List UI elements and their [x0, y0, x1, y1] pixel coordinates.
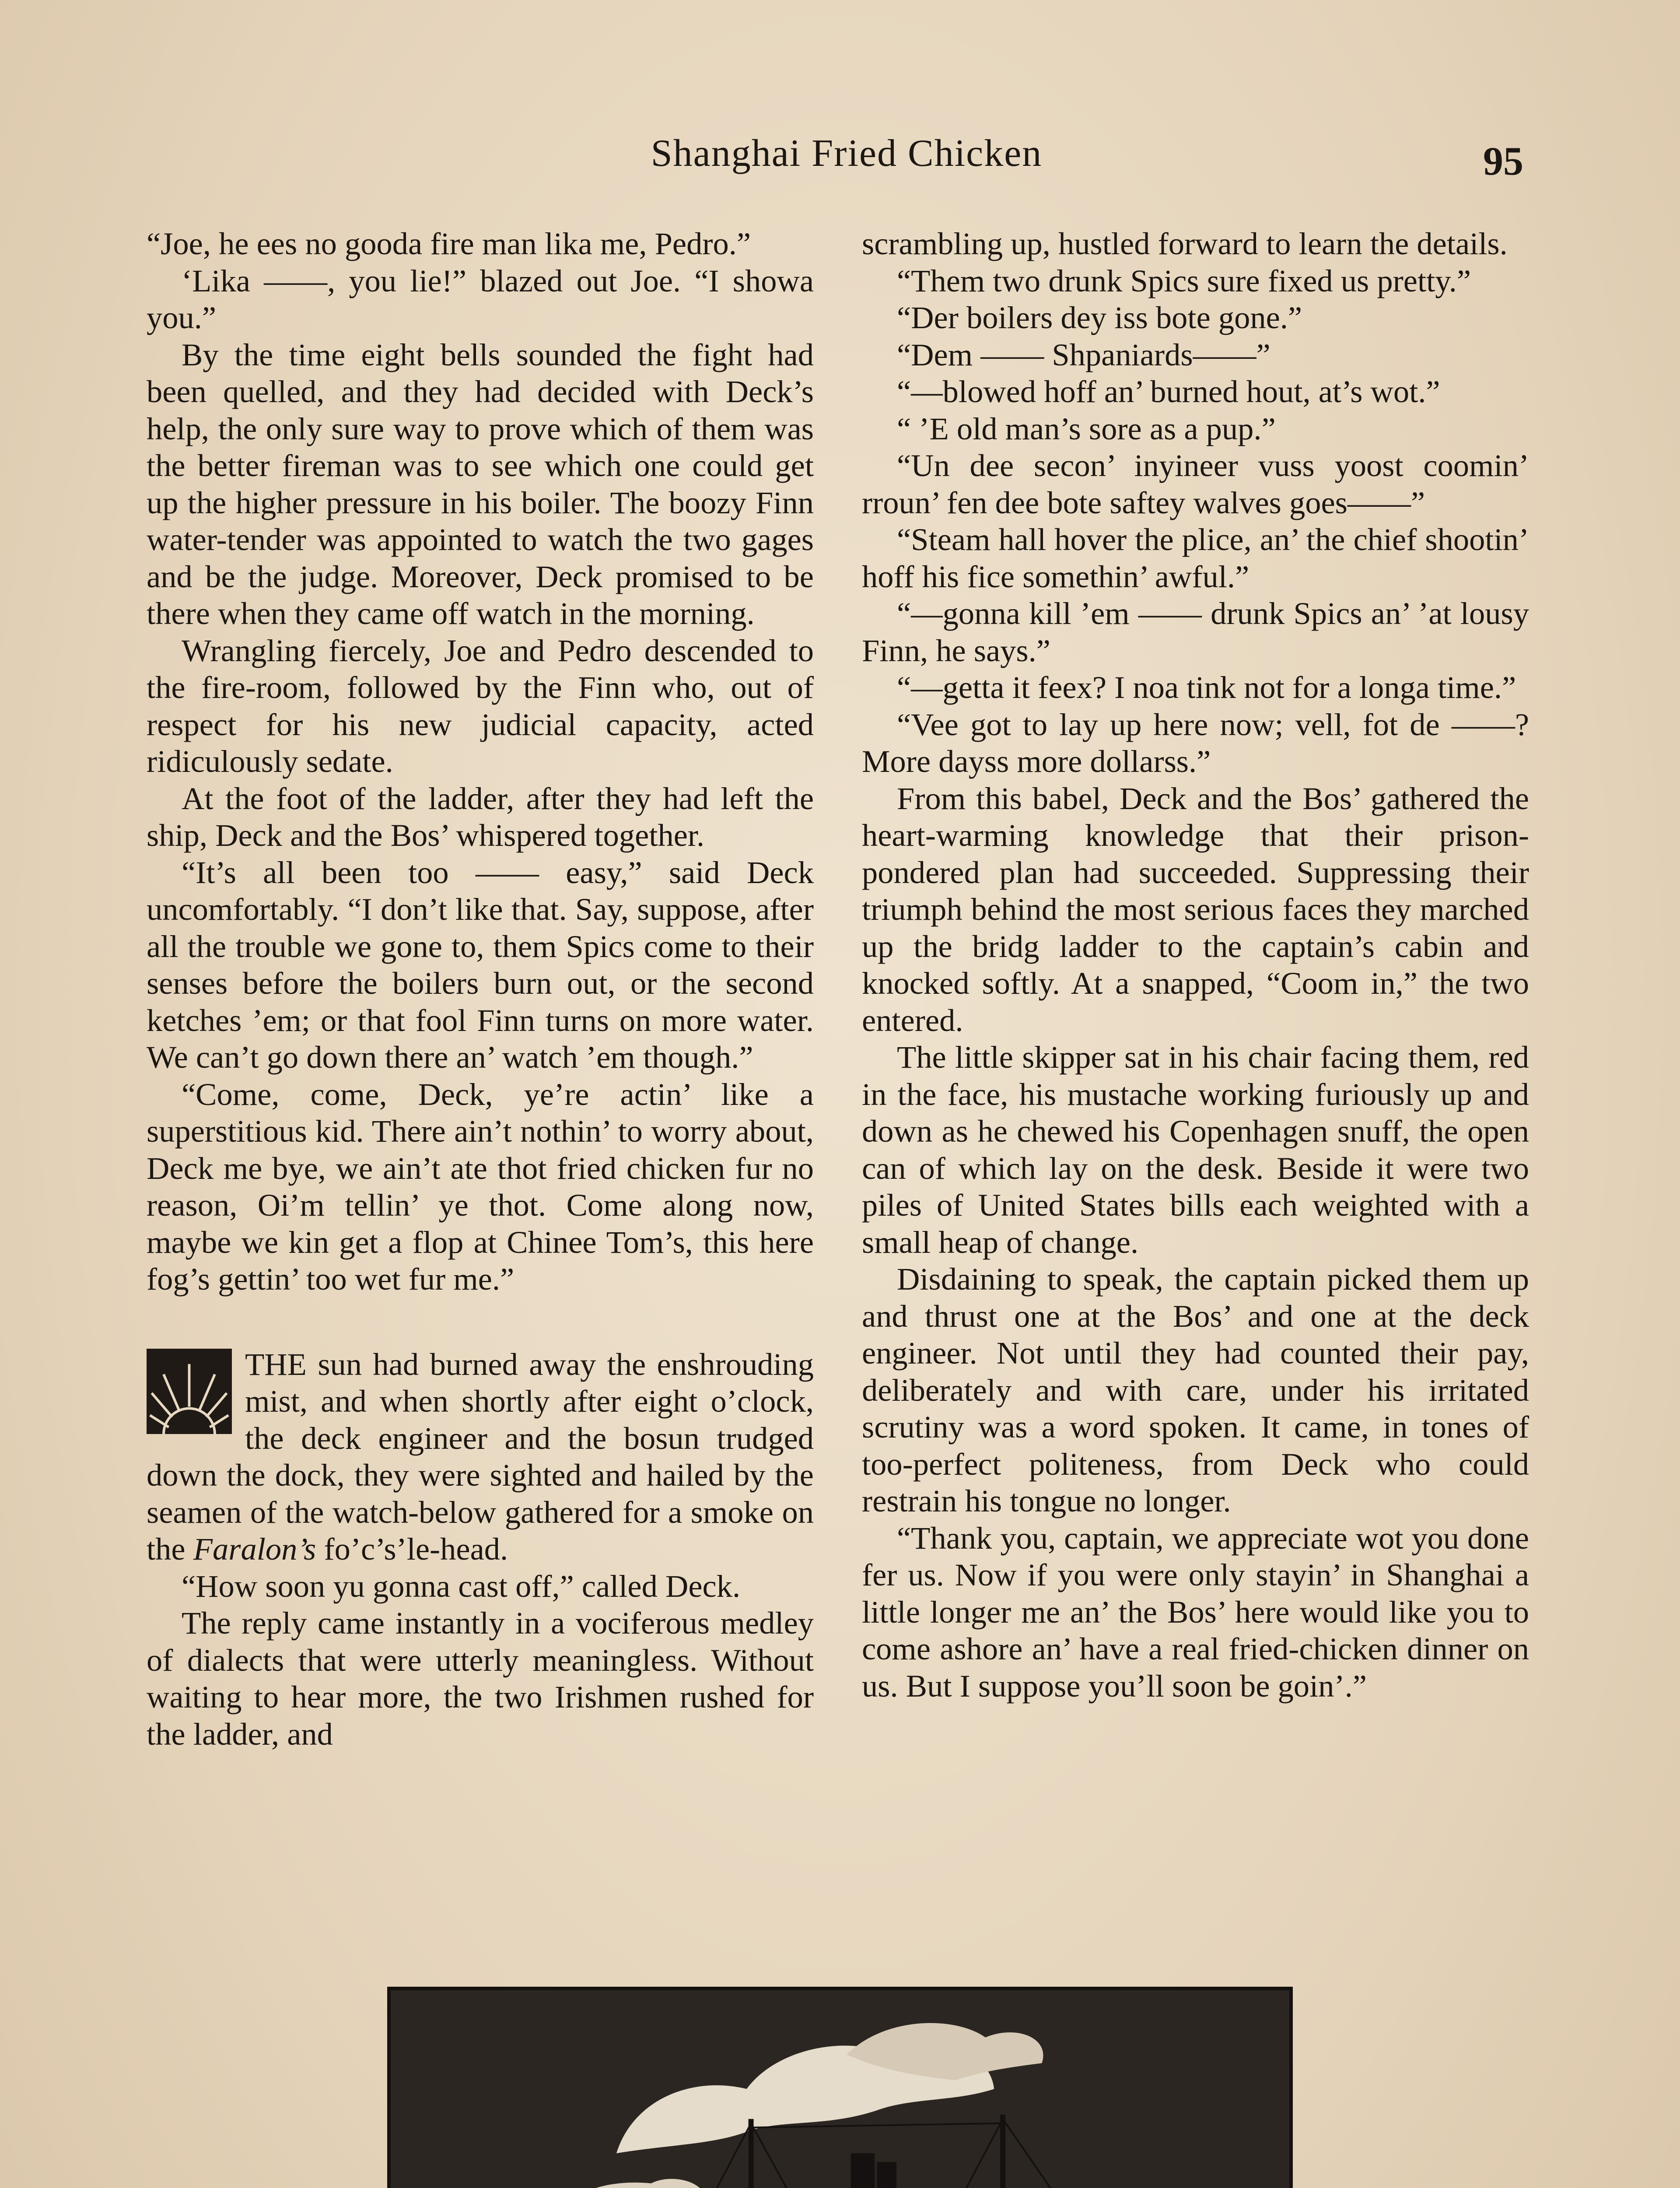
paragraph: At the foot of the ladder, after they had left the ship, Deck and the Bos’ whispered together. — [147, 780, 814, 853]
paragraph: “Vee got to lay up here now; vell, fot de ——? More dayss more dollarss.” — [862, 706, 1529, 779]
paragraph: By the time eight bells sounded the fight had been quelled, and they had decided with Deck’s help, the only sure way to prove which of them was the better fireman was to see which one could get up the higher pressure in his boiler. The boozy Finn water-tender was appointed to watch the two gages and be the judge. Moreover, Deck promised to be there when they came off watch in the morning. — [147, 337, 814, 631]
paragraph: “It’s all been too —— easy,” said Deck uncomfortably. “I don’t like that. Say, suppose, after all the trouble we gone to, them Spics come to their senses before the boilers burn out, or the second ketches ’em; or that fool Finn turns on more water. We can’t go down there an’ watch ’em though.” — [147, 854, 814, 1075]
steamship-icon — [391, 1990, 1289, 2188]
paragraph: “Dem —— Shpaniards——” — [897, 337, 1270, 372]
paragraph: “Thank you, captain, we appreciate wot you done fer us. Now if you were only stayin’ in Shanghai a little longer me an’ the Bos’ here would like you to come ashore an’ have a real fried-chicken dinner on us. But I suppose you’ll soon be goin’.” — [862, 1520, 1529, 1704]
paragraph: “Un dee secon’ inyineer vuss yoost coomin’ rroun’ fen dee bote saftey walves goes——” — [862, 448, 1529, 520]
paragraph: “ ’E old man’s sore as a pup.” — [897, 410, 1276, 446]
running-head-title: Shanghai Fried Chicken — [651, 132, 1043, 175]
section-opening-text: THE sun had burned away the enshrouding mist, and when shortly after eight o’clock, the deck engineer and the bosun trudged down the dock, they were sighted and hailed by the seamen of the watch-below gathered for a smoke on the — [147, 1346, 814, 1567]
paragraph: “Come, come, Deck, ye’re actin’ like a superstitious kid. There ain’t nothin’ to worry about, Deck me bye, we ain’t ate thot fried chicken fur no reason, Oi’m tellin’ ye thot. Come along now, maybe we kin get a flop at Chinee Tom’s, this here fog’s gettin’ too wet fur me.” — [147, 1076, 814, 1297]
paragraph: Disdaining to speak, the captain picked them up and thrust one at the Bos’ and one at the deck engineer. Not until they had counted their pay, deliberately and with care, under his irritated scrutiny was a word spoken. It came, in tones of too-perfect politeness, from Deck who could restrain his tongue no longer. — [862, 1261, 1529, 1518]
paragraph: Wrangling fiercely, Joe and Pedro descended to the fire-room, followed by the Finn who, out of respect for his new judicial capacity, acted ridiculously sedate. — [147, 632, 814, 779]
paragraph: ‘Lika ——, you lie!” blazed out Joe. “I showa you.” — [147, 263, 814, 335]
paragraph: From this babel, Deck and the Bos’ gathered the heart-warming knowledge that their prison-pondered plan had succeeded. Suppressing their triumph behind the most serious faces they marched up the bridg ladder to the captain’s cabin and knocked softly. At a snapped, “Coom in,” the two entered. — [862, 780, 1529, 1038]
section-opening-text-end: fo’c’s’le-head. — [324, 1531, 508, 1567]
paragraph: “—gonna kill ’em —— drunk Spics an’ ’at lousy Finn, he says.” — [862, 596, 1529, 668]
paragraph: “—blowed hoff an’ burned hout, at’s wot.” — [897, 374, 1440, 409]
steamship-woodcut-illustration — [387, 1987, 1293, 2188]
paragraph: scrambling up, hustled forward to learn the details. — [862, 226, 1508, 261]
paragraph: “Der boilers dey iss bote gone.” — [897, 300, 1302, 335]
paragraph: The little skipper sat in his chair facing them, red in the face, his mustache working furiously up and down as he chewed his Copenhagen snuff, the open can of which lay on the desk. Beside it were two piles of United States bills each weighted with a small heap of change. — [862, 1039, 1529, 1260]
ship-name: Faralon’s — [193, 1531, 316, 1567]
sunburst-ornament-icon — [147, 1349, 232, 1434]
paragraph: “—getta it feex? I noa tink not for a longa time.” — [897, 670, 1516, 705]
paragraph: “Them two drunk Spics sure fixed us pretty.” — [897, 263, 1471, 298]
page-number: 95 — [1483, 139, 1523, 183]
left-column — [147, 225, 814, 1753]
paragraph: “Steam hall hover the plice, an’ the chief shootin’ hoff his fice somethin’ awful.” — [862, 522, 1529, 594]
paragraph: The reply came instantly in a vociferous medley of dialects that were utterly meaningless. Without waiting to hear more, the two Irishmen rushed for the ladder, and — [147, 1605, 814, 1752]
paragraph: “Joe, he ees no gooda fire man lika me, Pedro.” — [147, 226, 751, 261]
section-opening-paragraph — [147, 1346, 814, 1568]
right-column — [862, 225, 1529, 1704]
paragraph: “How soon yu gonna cast off,” called Deck. — [182, 1568, 741, 1604]
